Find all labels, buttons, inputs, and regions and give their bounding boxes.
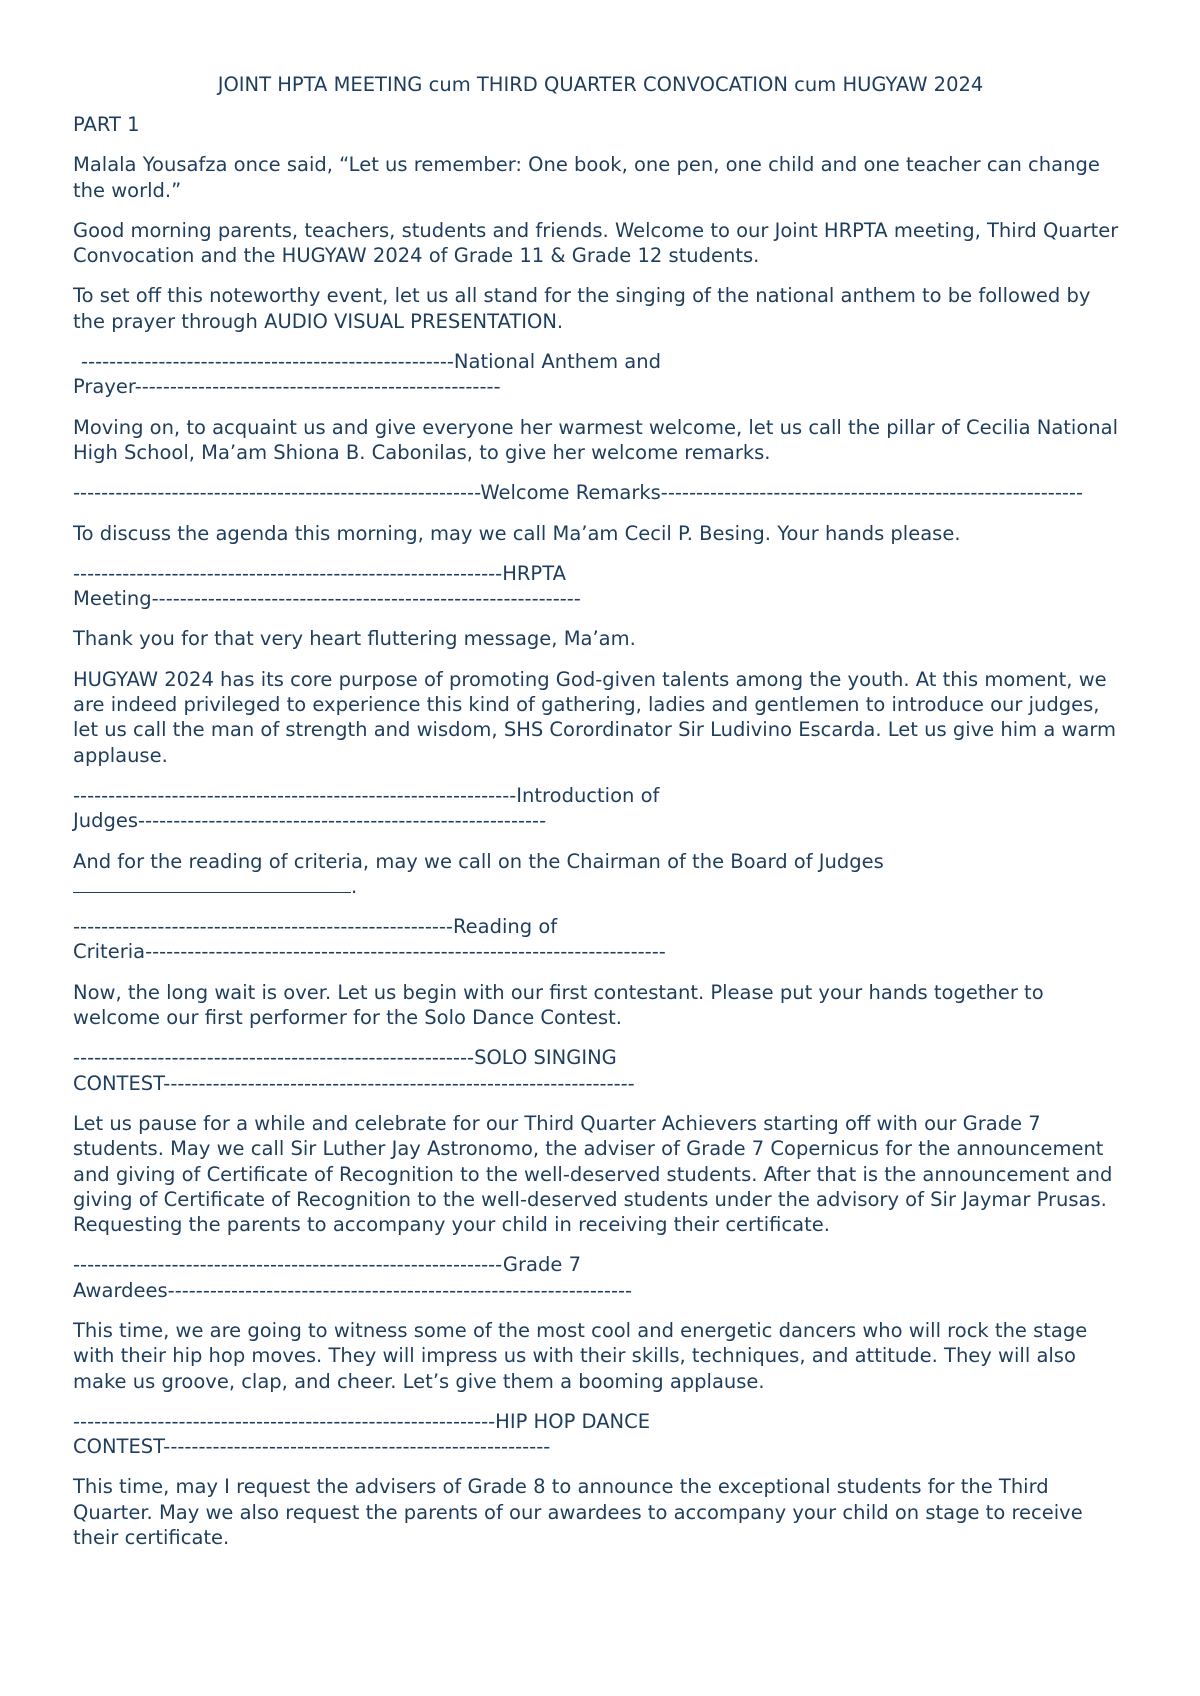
- cue-solo-singing-contest: [73, 1045, 1128, 1096]
- cue-line: Meeting-------------------------------------------------------------: [73, 587, 581, 611]
- cue-hip-hop-dance-contest: [73, 1409, 1128, 1460]
- first-contestant-paragraph: Now, the long wait is over. Let us begin with our first contestant. Please put your hands together to welcome our first performer for the Solo Dance Contest.: [73, 980, 1044, 1030]
- cue-line: CONTEST-------------------------------------------------------------------: [73, 1071, 635, 1095]
- cue-line: Judges----------------------------------------------------------: [73, 809, 547, 833]
- cue-reading-of-criteria: [73, 914, 1128, 965]
- criteria-intro-paragraph: [73, 849, 1128, 900]
- agenda-paragraph: To discuss the agenda this morning, may we call Ma’am Cecil P. Besing. Your hands please.: [73, 521, 961, 545]
- cue-line: ------------------------------------------------------Reading of: [73, 915, 558, 939]
- judges-intro-paragraph: HUGYAW 2024 has its core purpose of promoting God-given talents among the youth. At this moment, we are indeed privileged to experience this kind of gathering, ladies and gentlemen to introduce our judges, let us call the man of strength and wisdom, SHS Corordinator Sir Ludivino Escarda. Let us give him a warm applause.: [73, 667, 1117, 767]
- cue-line: -------------------------------------------------------------Grade 7: [73, 1253, 581, 1277]
- cue-line: Prayer----------------------------------------------------: [73, 375, 501, 399]
- greeting-paragraph: Good morning parents, teachers, students and friends. Welcome to our Joint HRPTA meeting, Third Quarter Convocation and the HUGYAW 2024 of Grade 11 & Grade 12 students.: [73, 218, 1119, 268]
- cue-line: ------------------------------------------------------------HIP HOP DANCE: [73, 1409, 651, 1433]
- document-title: JOINT HPTA MEETING cum THIRD QUARTER CONVOCATION cum HUGYAW 2024: [217, 73, 984, 96]
- cue-line: Awardees------------------------------------------------------------------: [73, 1278, 633, 1302]
- fill-in-blank-line: [73, 874, 351, 893]
- welcome-intro-paragraph: Moving on, to acquaint us and give everyone her warmest welcome, let us call the pillar of Cecilia National High School, Ma’am Shiona B. Cabonilas, to give her welcome remarks.: [73, 415, 1119, 464]
- cue-grade7-awardees: [73, 1252, 1128, 1303]
- opening-quote-paragraph: Malala Yousafza once said, “Let us remember: One book, one pen, one child and one teacher can change the world.”: [73, 153, 1100, 202]
- cue-line: -----------------------------------------------------National Anthem and: [81, 350, 661, 374]
- hip-hop-intro-paragraph: This time, we are going to witness some of the most cool and energetic dancers who will rock the stage with their hip hop moves. They will impress us with their skills, techniques, and attitude. They will also make us groove, clap, and cheer. Let’s give them a booming applause.: [73, 1318, 1088, 1393]
- cue-welcome-remarks: ----------------------------------------------------------Welcome Remarks------------------------------------------------------------: [73, 481, 1083, 505]
- grade8-achievers-paragraph: This time, may I request the advisers of Grade 8 to announce the exceptional students for the Third Quarter. May we also request the parents of our awardees to accompany your child on stage to receive their certificate.: [73, 1475, 1083, 1550]
- grade7-achievers-paragraph: Let us pause for a while and celebrate for our Third Quarter Achievers starting off with our Grade 7 students. May we call Sir Luther Jay Astronomo, the adviser of Grade 7 Copernicus for the announcement and giving of Certificate of Recognition to the well-deserved students. After that is the announcement and giving of Certificate of Recognition to the well-deserved students under the advisory of Sir Jaymar Prusas. Requesting the parents to accompany your child in receiving their certificate.: [73, 1111, 1113, 1237]
- cue-introduction-of-judges: [73, 783, 1128, 834]
- cue-line: ---------------------------------------------------------------Introduction of: [73, 783, 660, 807]
- cue-hrpta-meeting: [73, 561, 1128, 612]
- cue-line: CONTEST-------------------------------------------------------: [73, 1435, 551, 1459]
- cue-line: -------------------------------------------------------------HRPTA: [73, 561, 566, 585]
- anthem-intro-paragraph: To set off this noteworthy event, let us all stand for the singing of the national anthem to be followed by the prayer through AUDIO VISUAL PRESENTATION.: [73, 284, 1091, 333]
- criteria-intro-text: And for the reading of criteria, may we call on the Chairman of the Board of Judges: [73, 849, 884, 873]
- thank-you-paragraph: Thank you for that very heart fluttering message, Ma’am.: [73, 627, 636, 651]
- cue-line: Criteria--------------------------------------------------------------------------: [73, 940, 666, 964]
- part-label: PART 1: [73, 113, 140, 136]
- cue-national-anthem: [73, 349, 1128, 400]
- criteria-intro-tail: .: [351, 874, 358, 898]
- cue-line: ---------------------------------------------------------SOLO SINGING: [73, 1046, 617, 1070]
